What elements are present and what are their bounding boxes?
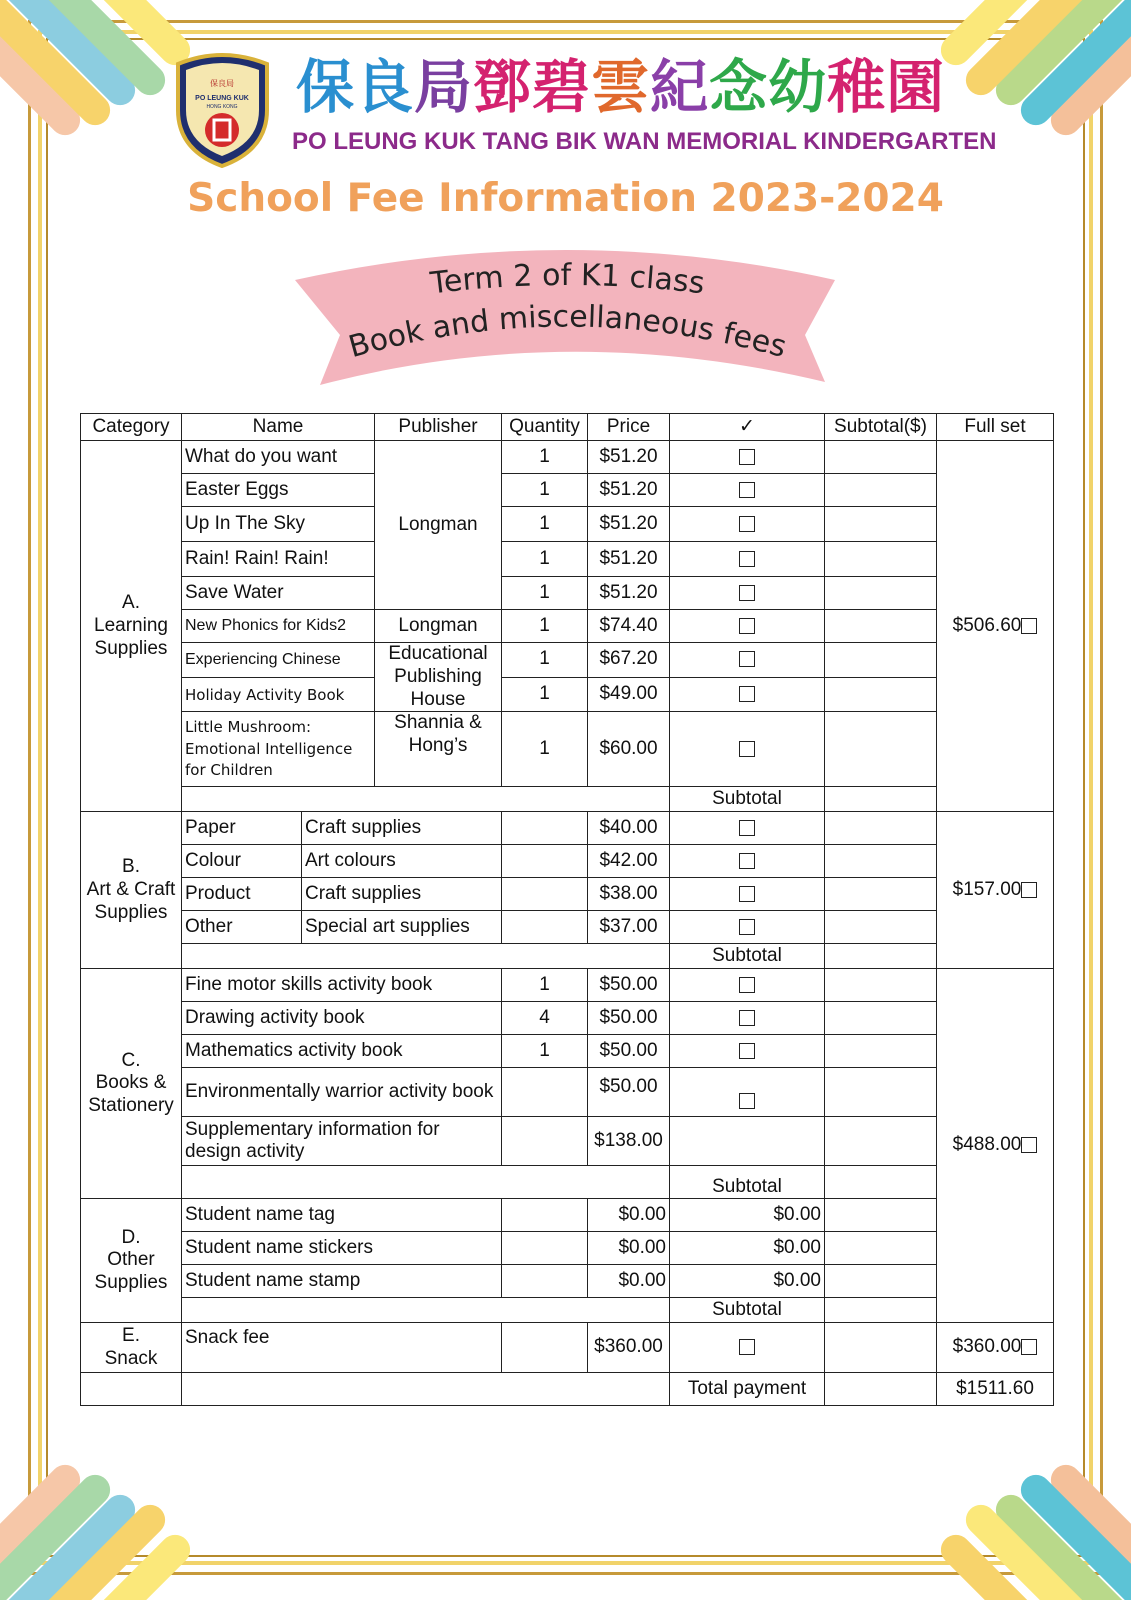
item-check-value: $0.00 <box>670 1265 825 1298</box>
item-name: Easter Eggs <box>182 474 375 507</box>
subtotal-row <box>81 944 1054 969</box>
title-char: 雲 <box>591 53 651 121</box>
item-price: $67.20 <box>588 643 670 678</box>
page-title: School Fee Information 2023-2024 <box>187 176 944 221</box>
item-name: Mathematics activity book <box>182 1035 502 1068</box>
col-header-fullset: Full set <box>937 414 1054 441</box>
subtotal-row <box>81 1298 1054 1323</box>
table-row <box>81 1035 1054 1068</box>
table-row <box>81 474 1054 507</box>
fullset-checkbox[interactable] <box>1021 618 1037 634</box>
item-quantity: 1 <box>502 677 588 712</box>
school-name-english: PO LEUNG KUK TANG BIK WAN MEMORIAL KINDERGARTEN <box>292 128 997 155</box>
school-logo <box>170 50 275 168</box>
item-price: $42.00 <box>588 845 670 878</box>
subtotal-value[interactable] <box>825 787 937 812</box>
item-price: $50.00 <box>588 1002 670 1035</box>
item-price: $37.00 <box>588 911 670 944</box>
item-checkbox[interactable] <box>670 878 825 911</box>
item-quantity: 1 <box>502 542 588 577</box>
table-row <box>81 1199 1054 1232</box>
table-row <box>81 969 1054 1002</box>
item-checkbox[interactable] <box>670 474 825 507</box>
item-subtotal[interactable] <box>825 677 937 712</box>
item-name: Craft supplies <box>302 878 502 911</box>
item-price: $51.20 <box>588 507 670 542</box>
table-row <box>81 1265 1054 1298</box>
item-quantity: 1 <box>502 507 588 542</box>
total-input[interactable] <box>825 1373 937 1406</box>
col-header-publisher: Publisher <box>375 414 502 441</box>
fullset-c[interactable]: $488.00 <box>937 969 1054 1323</box>
corner-decoration-top-right <box>941 0 1131 190</box>
table-row <box>81 911 1054 944</box>
item-name: Special art supplies <box>302 911 502 944</box>
title-char: 幼 <box>768 53 828 121</box>
title-char: 念 <box>709 53 769 121</box>
item-price: $138.00 <box>588 1117 670 1166</box>
item-price: $51.20 <box>588 577 670 610</box>
item-price: $51.20 <box>588 542 670 577</box>
category-c: C. Books & Stationery <box>81 969 182 1199</box>
col-header-subtotal: Subtotal($) <box>825 414 937 441</box>
item-quantity <box>502 1117 588 1166</box>
item-name: Supplementary information for design activity <box>182 1117 502 1166</box>
corner-decoration-bottom-right <box>941 1410 1131 1600</box>
item-subtotal[interactable] <box>825 643 937 678</box>
item-price: $40.00 <box>588 812 670 845</box>
category-e: E. Snack <box>81 1323 182 1373</box>
item-price: $50.00 <box>588 969 670 1002</box>
item-price: $51.20 <box>588 474 670 507</box>
item-checkbox[interactable] <box>670 643 825 678</box>
item-name: Craft supplies <box>302 812 502 845</box>
item-checkbox[interactable] <box>670 812 825 845</box>
svg-text:PO LEUNG KUK: PO LEUNG KUK <box>195 95 249 102</box>
col-header-name: Name <box>182 414 375 441</box>
publisher: Shannia & Hong’s <box>375 712 502 787</box>
fullset-a[interactable]: $506.60 <box>937 441 1054 812</box>
item-checkbox[interactable] <box>670 577 825 610</box>
table-row <box>81 542 1054 577</box>
item-quantity: 1 <box>502 610 588 643</box>
item-quantity: 4 <box>502 1002 588 1035</box>
item-subtotal[interactable] <box>825 1117 937 1166</box>
item-subtotal[interactable] <box>825 610 937 643</box>
item-name: Student name stickers <box>182 1232 502 1265</box>
item-name: Student name stamp <box>182 1265 502 1298</box>
item-checkbox[interactable] <box>670 441 825 474</box>
table-row <box>81 577 1054 610</box>
title-char: 紀 <box>650 53 710 121</box>
item-price: $60.00 <box>588 712 670 787</box>
title-char: 稚 <box>827 53 887 121</box>
table-row <box>81 1002 1054 1035</box>
item-subtotal[interactable] <box>825 1035 937 1068</box>
subtotal-label: Subtotal <box>670 1166 825 1199</box>
item-type: Colour <box>182 845 302 878</box>
item-name: Student name tag <box>182 1199 502 1232</box>
table-row <box>81 1068 1054 1117</box>
item-type: Other <box>182 911 302 944</box>
item-subtotal[interactable] <box>825 1265 937 1298</box>
item-quantity: 1 <box>502 643 588 678</box>
table-header-row <box>81 414 1054 441</box>
item-checkbox[interactable] <box>670 1323 825 1373</box>
fullset-checkbox[interactable] <box>1021 1137 1037 1153</box>
item-name: Rain! Rain! Rain! <box>182 542 375 577</box>
item-name: Drawing activity book <box>182 1002 502 1035</box>
term-banner <box>295 250 840 400</box>
item-name: Up In The Sky <box>182 507 375 542</box>
item-price: $0.00 <box>588 1232 670 1265</box>
total-row <box>81 1373 1054 1406</box>
table-row <box>81 712 1054 787</box>
item-quantity: 1 <box>502 969 588 1002</box>
item-checkbox[interactable] <box>670 969 825 1002</box>
svg-text:HONG KONG: HONG KONG <box>206 104 238 110</box>
table-row <box>81 441 1054 474</box>
banner-line-1: Term 2 of K1 class <box>428 257 707 302</box>
item-subtotal[interactable] <box>825 507 937 542</box>
item-check-value: $0.00 <box>670 1232 825 1265</box>
item-name: What do you want <box>182 441 375 474</box>
col-header-check: ✓ <box>670 414 825 441</box>
item-type: Product <box>182 878 302 911</box>
item-subtotal[interactable] <box>825 474 937 507</box>
item-subtotal[interactable] <box>825 577 937 610</box>
item-name: Environmentally warrior activity book <box>182 1068 502 1117</box>
table-row <box>81 677 1054 712</box>
item-checkbox[interactable] <box>670 1035 825 1068</box>
item-subtotal[interactable] <box>825 911 937 944</box>
fullset-b[interactable]: $157.00 <box>937 812 1054 969</box>
item-price: $0.00 <box>588 1199 670 1232</box>
subtotal-value[interactable] <box>825 1298 937 1323</box>
item-checkbox[interactable] <box>670 1002 825 1035</box>
item-quantity: 1 <box>502 474 588 507</box>
col-header-category: Category <box>81 414 182 441</box>
title-char: 碧 <box>532 53 592 121</box>
item-subtotal[interactable] <box>825 1323 937 1373</box>
total-label: Total payment <box>670 1373 825 1406</box>
item-checkbox[interactable] <box>670 677 825 712</box>
item-type: Paper <box>182 812 302 845</box>
item-checkbox[interactable] <box>670 845 825 878</box>
title-char: 良 <box>355 53 415 121</box>
svg-text:保良局: 保良局 <box>210 79 234 88</box>
item-subtotal[interactable] <box>825 1232 937 1265</box>
fullset-checkbox[interactable] <box>1021 1339 1037 1355</box>
item-subtotal[interactable] <box>825 845 937 878</box>
table-row <box>81 507 1054 542</box>
item-name: Save Water <box>182 577 375 610</box>
item-checkbox-empty <box>670 1117 825 1166</box>
col-header-price: Price <box>588 414 670 441</box>
item-price: $50.00 <box>588 1035 670 1068</box>
category-b: B. Art & Craft Supplies <box>81 812 182 969</box>
fullset-checkbox[interactable] <box>1021 882 1037 898</box>
subtotal-row <box>81 787 1054 812</box>
item-quantity <box>502 1068 588 1117</box>
table-row <box>81 610 1054 643</box>
item-subtotal[interactable] <box>825 812 937 845</box>
publisher: Longman <box>375 610 502 643</box>
item-subtotal[interactable] <box>825 1002 937 1035</box>
item-price: $38.00 <box>588 878 670 911</box>
subtotal-label: Subtotal <box>670 1298 825 1323</box>
item-price: $50.00 <box>588 1068 670 1117</box>
item-name: Art colours <box>302 845 502 878</box>
table-row <box>81 878 1054 911</box>
title-char: 園 <box>886 53 946 121</box>
corner-decoration-bottom-left <box>0 1410 190 1600</box>
item-price: $360.00 <box>588 1323 670 1373</box>
item-subtotal[interactable] <box>825 441 937 474</box>
item-checkbox[interactable] <box>670 911 825 944</box>
publisher: Longman <box>375 441 502 610</box>
publisher: Educational Publishing House <box>375 643 502 712</box>
col-header-quantity: Quantity <box>502 414 588 441</box>
subtotal-label: Subtotal <box>670 944 825 969</box>
fee-table <box>80 413 1054 1406</box>
subtotal-label: Subtotal <box>670 787 825 812</box>
table-row <box>81 643 1054 678</box>
item-price: $49.00 <box>588 677 670 712</box>
subtotal-row <box>81 1166 1054 1199</box>
item-checkbox[interactable] <box>670 1068 825 1117</box>
item-quantity: 1 <box>502 577 588 610</box>
item-quantity: 1 <box>502 441 588 474</box>
item-price: $51.20 <box>588 441 670 474</box>
title-char: 鄧 <box>473 53 533 121</box>
item-subtotal[interactable] <box>825 1199 937 1232</box>
item-subtotal[interactable] <box>825 542 937 577</box>
table-row <box>81 812 1054 845</box>
item-subtotal[interactable] <box>825 712 937 787</box>
item-checkbox[interactable] <box>670 507 825 542</box>
item-checkbox[interactable] <box>670 712 825 787</box>
table-row <box>81 1117 1054 1166</box>
item-name: Experiencing Chinese <box>182 643 375 678</box>
item-quantity: 1 <box>502 712 588 787</box>
item-subtotal[interactable] <box>825 969 937 1002</box>
title-char: 局 <box>414 53 474 121</box>
item-check-value: $0.00 <box>670 1199 825 1232</box>
item-quantity: 1 <box>502 1035 588 1068</box>
item-price: $74.40 <box>588 610 670 643</box>
item-subtotal[interactable] <box>825 1068 937 1117</box>
item-name: Little Mushroom: Emotional Intelligence for Children <box>182 712 375 787</box>
banner-line-2: Book and miscellaneous fees <box>344 299 791 366</box>
item-checkbox[interactable] <box>670 610 825 643</box>
item-checkbox[interactable] <box>670 542 825 577</box>
corner-decoration-top-left <box>0 0 190 190</box>
item-name: Fine motor skills activity book <box>182 969 502 1002</box>
total-value: $1511.60 <box>937 1373 1054 1406</box>
table-row <box>81 845 1054 878</box>
table-row <box>81 1323 1054 1373</box>
item-subtotal[interactable] <box>825 878 937 911</box>
school-name-chinese <box>296 53 946 121</box>
table-row <box>81 1232 1054 1265</box>
subtotal-value[interactable] <box>825 1166 937 1199</box>
category-d: D. Other Supplies <box>81 1199 182 1323</box>
item-price: $0.00 <box>588 1265 670 1298</box>
item-name: Snack fee <box>182 1323 502 1373</box>
item-name: New Phonics for Kids2 <box>182 610 375 643</box>
fullset-e[interactable]: $360.00 <box>937 1323 1054 1373</box>
subtotal-value[interactable] <box>825 944 937 969</box>
item-name: Holiday Activity Book <box>182 677 375 712</box>
title-char: 保 <box>296 53 356 121</box>
category-a: A. Learning Supplies <box>81 441 182 812</box>
